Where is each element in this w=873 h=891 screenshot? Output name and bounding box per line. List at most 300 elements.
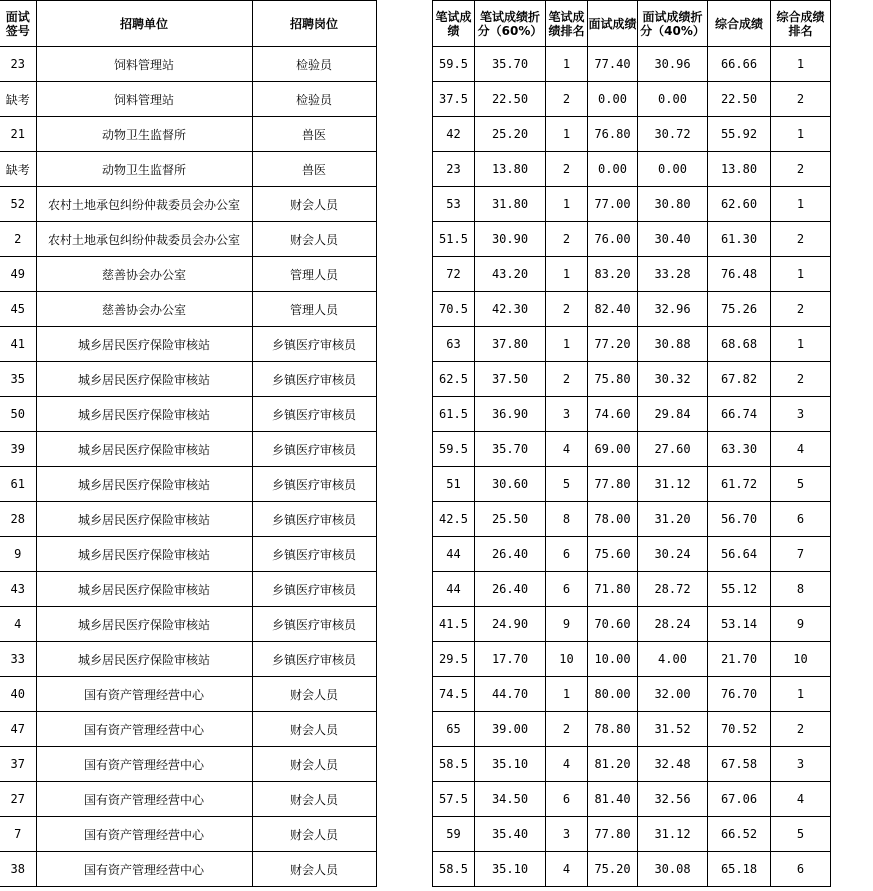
cell-written-rank: 1 (546, 327, 588, 362)
table-row (433, 117, 831, 152)
cell-written-weighted: 30.90 (475, 222, 546, 257)
cell-unit: 国有资产管理经营中心 (36, 712, 252, 747)
cell-written-rank: 2 (546, 712, 588, 747)
cell-post: 乡镇医疗审核员 (252, 467, 376, 502)
cell-written-rank: 1 (546, 47, 588, 82)
table-row (0, 432, 376, 467)
cell-total-score: 61.30 (708, 222, 771, 257)
cell-post: 兽医 (252, 152, 376, 187)
table-row (0, 362, 376, 397)
cell-total-rank: 3 (771, 747, 831, 782)
cell-interview-no: 23 (0, 47, 36, 82)
cell-total-rank: 1 (771, 257, 831, 292)
cell-total-rank: 4 (771, 782, 831, 817)
cell-written-score: 59 (433, 817, 475, 852)
results-table-left (0, 0, 377, 887)
cell-interview-weighted: 30.80 (638, 187, 708, 222)
cell-total-score: 21.70 (708, 642, 771, 677)
cell-interview-weighted: 33.28 (638, 257, 708, 292)
cell-written-rank: 5 (546, 467, 588, 502)
cell-post: 财会人员 (252, 747, 376, 782)
header-written-weighted: 笔试成绩折分（60%） (475, 1, 546, 47)
table-row (0, 222, 376, 257)
cell-written-score: 51.5 (433, 222, 475, 257)
cell-written-score: 42 (433, 117, 475, 152)
cell-total-rank: 2 (771, 712, 831, 747)
table-row (0, 117, 376, 152)
cell-interview-score: 76.80 (588, 117, 638, 152)
header-total-rank: 综合成绩排名 (771, 1, 831, 47)
cell-post: 乡镇医疗审核员 (252, 642, 376, 677)
table-row (433, 47, 831, 82)
cell-unit: 城乡居民医疗保险审核站 (36, 362, 252, 397)
table-row (0, 607, 376, 642)
cell-written-weighted: 24.90 (475, 607, 546, 642)
cell-post: 财会人员 (252, 187, 376, 222)
cell-written-score: 58.5 (433, 852, 475, 887)
cell-post: 财会人员 (252, 712, 376, 747)
cell-interview-weighted: 28.24 (638, 607, 708, 642)
table-row (433, 327, 831, 362)
cell-total-rank: 2 (771, 222, 831, 257)
cell-written-score: 23 (433, 152, 475, 187)
header-written-score: 笔试成绩 (433, 1, 475, 47)
cell-written-weighted: 39.00 (475, 712, 546, 747)
cell-interview-score: 75.60 (588, 537, 638, 572)
cell-interview-weighted: 27.60 (638, 432, 708, 467)
cell-interview-weighted: 31.12 (638, 817, 708, 852)
table-row (0, 852, 376, 887)
cell-interview-no: 缺考 (0, 82, 36, 117)
cell-interview-score: 75.80 (588, 362, 638, 397)
cell-written-rank: 10 (546, 642, 588, 677)
cell-post: 检验员 (252, 47, 376, 82)
cell-total-score: 76.48 (708, 257, 771, 292)
cell-written-score: 37.5 (433, 82, 475, 117)
cell-interview-score: 78.80 (588, 712, 638, 747)
cell-interview-no: 61 (0, 467, 36, 502)
cell-interview-score: 76.00 (588, 222, 638, 257)
cell-post: 乡镇医疗审核员 (252, 572, 376, 607)
cell-written-weighted: 43.20 (475, 257, 546, 292)
cell-unit: 城乡居民医疗保险审核站 (36, 432, 252, 467)
cell-interview-no: 38 (0, 852, 36, 887)
cell-interview-weighted: 32.00 (638, 677, 708, 712)
header-row (433, 1, 831, 47)
table-row (433, 502, 831, 537)
cell-post: 兽医 (252, 117, 376, 152)
cell-post: 财会人员 (252, 222, 376, 257)
cell-written-rank: 6 (546, 572, 588, 607)
cell-total-score: 66.74 (708, 397, 771, 432)
cell-interview-no: 45 (0, 292, 36, 327)
cell-written-rank: 2 (546, 152, 588, 187)
cell-written-score: 58.5 (433, 747, 475, 782)
cell-interview-score: 10.00 (588, 642, 638, 677)
table-row (433, 397, 831, 432)
cell-interview-no: 39 (0, 432, 36, 467)
cell-written-score: 59.5 (433, 47, 475, 82)
cell-total-score: 75.26 (708, 292, 771, 327)
cell-interview-score: 77.00 (588, 187, 638, 222)
cell-interview-weighted: 31.52 (638, 712, 708, 747)
header-interview-score: 面试成绩 (588, 1, 638, 47)
cell-unit: 慈善协会办公室 (36, 257, 252, 292)
table-row (433, 152, 831, 187)
cell-written-score: 70.5 (433, 292, 475, 327)
cell-total-score: 55.12 (708, 572, 771, 607)
table-row (0, 537, 376, 572)
cell-unit: 城乡居民医疗保险审核站 (36, 572, 252, 607)
cell-total-score: 76.70 (708, 677, 771, 712)
table-row (0, 82, 376, 117)
cell-unit: 国有资产管理经营中心 (36, 817, 252, 852)
cell-written-weighted: 37.80 (475, 327, 546, 362)
table-row (433, 817, 831, 852)
cell-unit: 国有资产管理经营中心 (36, 677, 252, 712)
table-row (0, 292, 376, 327)
cell-written-score: 53 (433, 187, 475, 222)
cell-unit: 国有资产管理经营中心 (36, 782, 252, 817)
cell-written-rank: 1 (546, 257, 588, 292)
cell-interview-score: 80.00 (588, 677, 638, 712)
header-interview-no: 面试签号 (0, 1, 36, 47)
cell-total-score: 55.92 (708, 117, 771, 152)
cell-written-weighted: 25.20 (475, 117, 546, 152)
table-row (433, 82, 831, 117)
cell-interview-score: 78.00 (588, 502, 638, 537)
cell-written-rank: 4 (546, 747, 588, 782)
cell-post: 乡镇医疗审核员 (252, 502, 376, 537)
cell-interview-score: 81.20 (588, 747, 638, 782)
cell-post: 财会人员 (252, 677, 376, 712)
cell-unit: 城乡居民医疗保险审核站 (36, 502, 252, 537)
cell-post: 乡镇医疗审核员 (252, 432, 376, 467)
cell-post: 检验员 (252, 82, 376, 117)
cell-post: 乡镇医疗审核员 (252, 397, 376, 432)
cell-written-score: 41.5 (433, 607, 475, 642)
table-row (433, 607, 831, 642)
cell-written-rank: 9 (546, 607, 588, 642)
cell-total-score: 13.80 (708, 152, 771, 187)
cell-post: 财会人员 (252, 852, 376, 887)
cell-total-rank: 5 (771, 467, 831, 502)
cell-total-rank: 2 (771, 82, 831, 117)
cell-interview-score: 77.40 (588, 47, 638, 82)
cell-written-weighted: 30.60 (475, 467, 546, 502)
cell-total-score: 63.30 (708, 432, 771, 467)
cell-unit: 城乡居民医疗保险审核站 (36, 642, 252, 677)
cell-post: 乡镇医疗审核员 (252, 362, 376, 397)
cell-interview-no: 缺考 (0, 152, 36, 187)
table-row (433, 852, 831, 887)
table-row (433, 432, 831, 467)
cell-written-rank: 2 (546, 222, 588, 257)
cell-written-score: 74.5 (433, 677, 475, 712)
cell-unit: 国有资产管理经营中心 (36, 852, 252, 887)
cell-total-rank: 1 (771, 187, 831, 222)
table-row (0, 397, 376, 432)
cell-post: 乡镇医疗审核员 (252, 537, 376, 572)
cell-post: 管理人员 (252, 292, 376, 327)
cell-written-rank: 6 (546, 782, 588, 817)
table-row (433, 747, 831, 782)
cell-unit: 动物卫生监督所 (36, 152, 252, 187)
table-row (0, 152, 376, 187)
cell-interview-weighted: 29.84 (638, 397, 708, 432)
table-row (0, 712, 376, 747)
cell-interview-no: 33 (0, 642, 36, 677)
cell-interview-no: 7 (0, 817, 36, 852)
table-row (433, 257, 831, 292)
cell-unit: 农村土地承包纠纷仲裁委员会办公室 (36, 222, 252, 257)
cell-written-weighted: 17.70 (475, 642, 546, 677)
cell-written-weighted: 35.70 (475, 47, 546, 82)
header-post: 招聘岗位 (252, 1, 376, 47)
cell-interview-weighted: 30.96 (638, 47, 708, 82)
cell-written-weighted: 35.10 (475, 852, 546, 887)
cell-interview-score: 71.80 (588, 572, 638, 607)
cell-written-rank: 3 (546, 397, 588, 432)
cell-total-score: 66.52 (708, 817, 771, 852)
cell-total-rank: 9 (771, 607, 831, 642)
cell-unit: 动物卫生监督所 (36, 117, 252, 152)
cell-total-rank: 6 (771, 852, 831, 887)
table-row (433, 712, 831, 747)
cell-total-score: 68.68 (708, 327, 771, 362)
cell-interview-score: 70.60 (588, 607, 638, 642)
table-row (433, 187, 831, 222)
cell-written-weighted: 35.10 (475, 747, 546, 782)
cell-interview-weighted: 30.88 (638, 327, 708, 362)
table-row (433, 362, 831, 397)
cell-interview-no: 50 (0, 397, 36, 432)
cell-total-score: 67.58 (708, 747, 771, 782)
cell-unit: 国有资产管理经营中心 (36, 747, 252, 782)
cell-total-rank: 1 (771, 47, 831, 82)
header-unit: 招聘单位 (36, 1, 252, 47)
cell-interview-score: 83.20 (588, 257, 638, 292)
table-row (0, 257, 376, 292)
results-table-right (432, 0, 831, 887)
cell-interview-score: 69.00 (588, 432, 638, 467)
cell-total-score: 61.72 (708, 467, 771, 502)
cell-total-score: 66.66 (708, 47, 771, 82)
table-row (433, 222, 831, 257)
cell-unit: 城乡居民医疗保险审核站 (36, 607, 252, 642)
cell-written-score: 44 (433, 572, 475, 607)
cell-interview-score: 82.40 (588, 292, 638, 327)
cell-interview-weighted: 4.00 (638, 642, 708, 677)
cell-written-score: 51 (433, 467, 475, 502)
table-row (0, 467, 376, 502)
cell-interview-weighted: 28.72 (638, 572, 708, 607)
cell-post: 财会人员 (252, 817, 376, 852)
cell-total-rank: 2 (771, 362, 831, 397)
cell-written-rank: 3 (546, 817, 588, 852)
header-row (0, 1, 376, 47)
cell-total-score: 70.52 (708, 712, 771, 747)
table-row (433, 642, 831, 677)
table-row (433, 782, 831, 817)
cell-total-score: 62.60 (708, 187, 771, 222)
cell-interview-score: 74.60 (588, 397, 638, 432)
cell-written-weighted: 36.90 (475, 397, 546, 432)
cell-total-rank: 1 (771, 677, 831, 712)
cell-interview-no: 43 (0, 572, 36, 607)
cell-total-score: 22.50 (708, 82, 771, 117)
table-row (0, 747, 376, 782)
cell-written-rank: 4 (546, 852, 588, 887)
cell-total-score: 67.82 (708, 362, 771, 397)
cell-total-rank: 2 (771, 292, 831, 327)
cell-interview-score: 75.20 (588, 852, 638, 887)
table-row (433, 677, 831, 712)
cell-total-score: 56.70 (708, 502, 771, 537)
cell-post: 财会人员 (252, 782, 376, 817)
cell-written-rank: 6 (546, 537, 588, 572)
table-row (0, 782, 376, 817)
cell-interview-no: 21 (0, 117, 36, 152)
cell-unit: 城乡居民医疗保险审核站 (36, 537, 252, 572)
header-written-rank: 笔试成绩排名 (546, 1, 588, 47)
cell-total-score: 67.06 (708, 782, 771, 817)
cell-interview-score: 0.00 (588, 152, 638, 187)
cell-written-score: 57.5 (433, 782, 475, 817)
cell-written-weighted: 37.50 (475, 362, 546, 397)
cell-written-weighted: 26.40 (475, 537, 546, 572)
cell-written-weighted: 35.40 (475, 817, 546, 852)
cell-written-rank: 2 (546, 362, 588, 397)
cell-interview-no: 52 (0, 187, 36, 222)
cell-unit: 饲料管理站 (36, 47, 252, 82)
cell-written-rank: 8 (546, 502, 588, 537)
cell-interview-score: 77.80 (588, 467, 638, 502)
cell-interview-weighted: 30.72 (638, 117, 708, 152)
cell-written-weighted: 44.70 (475, 677, 546, 712)
table-row (0, 642, 376, 677)
cell-total-rank: 1 (771, 327, 831, 362)
cell-written-weighted: 13.80 (475, 152, 546, 187)
cell-interview-score: 0.00 (588, 82, 638, 117)
cell-interview-weighted: 30.24 (638, 537, 708, 572)
cell-total-score: 65.18 (708, 852, 771, 887)
cell-interview-weighted: 30.40 (638, 222, 708, 257)
cell-interview-weighted: 32.96 (638, 292, 708, 327)
cell-interview-no: 2 (0, 222, 36, 257)
cell-written-score: 72 (433, 257, 475, 292)
cell-total-rank: 10 (771, 642, 831, 677)
cell-written-score: 62.5 (433, 362, 475, 397)
header-interview-weighted: 面试成绩折分（40%） (638, 1, 708, 47)
cell-interview-no: 41 (0, 327, 36, 362)
cell-written-rank: 1 (546, 117, 588, 152)
cell-interview-weighted: 30.32 (638, 362, 708, 397)
header-total-score: 综合成绩 (708, 1, 771, 47)
table-row (0, 502, 376, 537)
cell-interview-no: 4 (0, 607, 36, 642)
cell-interview-weighted: 30.08 (638, 852, 708, 887)
cell-written-score: 61.5 (433, 397, 475, 432)
cell-interview-score: 77.20 (588, 327, 638, 362)
table-row (0, 677, 376, 712)
cell-written-score: 44 (433, 537, 475, 572)
cell-total-rank: 3 (771, 397, 831, 432)
cell-total-rank: 2 (771, 152, 831, 187)
cell-interview-weighted: 32.48 (638, 747, 708, 782)
cell-post: 乡镇医疗审核员 (252, 327, 376, 362)
cell-unit: 城乡居民医疗保险审核站 (36, 327, 252, 362)
cell-interview-score: 77.80 (588, 817, 638, 852)
cell-written-rank: 2 (546, 82, 588, 117)
cell-written-weighted: 34.50 (475, 782, 546, 817)
cell-written-weighted: 26.40 (475, 572, 546, 607)
cell-written-score: 59.5 (433, 432, 475, 467)
cell-interview-no: 47 (0, 712, 36, 747)
cell-post: 管理人员 (252, 257, 376, 292)
cell-unit: 饲料管理站 (36, 82, 252, 117)
cell-written-weighted: 22.50 (475, 82, 546, 117)
cell-total-rank: 7 (771, 537, 831, 572)
cell-total-rank: 6 (771, 502, 831, 537)
cell-unit: 农村土地承包纠纷仲裁委员会办公室 (36, 187, 252, 222)
table-row (433, 292, 831, 327)
cell-unit: 城乡居民医疗保险审核站 (36, 397, 252, 432)
cell-written-rank: 1 (546, 187, 588, 222)
cell-total-score: 56.64 (708, 537, 771, 572)
table-row (0, 187, 376, 222)
cell-written-score: 29.5 (433, 642, 475, 677)
cell-written-rank: 2 (546, 292, 588, 327)
table-row (0, 817, 376, 852)
cell-total-rank: 5 (771, 817, 831, 852)
cell-interview-no: 35 (0, 362, 36, 397)
table-row (0, 572, 376, 607)
cell-interview-no: 37 (0, 747, 36, 782)
cell-written-weighted: 35.70 (475, 432, 546, 467)
cell-written-weighted: 42.30 (475, 292, 546, 327)
cell-interview-score: 81.40 (588, 782, 638, 817)
table-row (0, 327, 376, 362)
cell-total-rank: 8 (771, 572, 831, 607)
cell-interview-weighted: 0.00 (638, 152, 708, 187)
cell-interview-no: 28 (0, 502, 36, 537)
table-row (0, 47, 376, 82)
cell-interview-no: 40 (0, 677, 36, 712)
cell-written-score: 63 (433, 327, 475, 362)
cell-written-score: 65 (433, 712, 475, 747)
cell-interview-weighted: 31.12 (638, 467, 708, 502)
cell-total-rank: 4 (771, 432, 831, 467)
cell-interview-weighted: 32.56 (638, 782, 708, 817)
cell-written-weighted: 31.80 (475, 187, 546, 222)
table-row (433, 572, 831, 607)
cell-unit: 城乡居民医疗保险审核站 (36, 467, 252, 502)
cell-written-rank: 1 (546, 677, 588, 712)
cell-interview-no: 27 (0, 782, 36, 817)
cell-total-score: 53.14 (708, 607, 771, 642)
cell-total-rank: 1 (771, 117, 831, 152)
cell-interview-weighted: 31.20 (638, 502, 708, 537)
cell-interview-weighted: 0.00 (638, 82, 708, 117)
cell-unit: 慈善协会办公室 (36, 292, 252, 327)
cell-post: 乡镇医疗审核员 (252, 607, 376, 642)
table-row (433, 467, 831, 502)
cell-interview-no: 49 (0, 257, 36, 292)
cell-written-rank: 4 (546, 432, 588, 467)
cell-written-weighted: 25.50 (475, 502, 546, 537)
cell-interview-no: 9 (0, 537, 36, 572)
